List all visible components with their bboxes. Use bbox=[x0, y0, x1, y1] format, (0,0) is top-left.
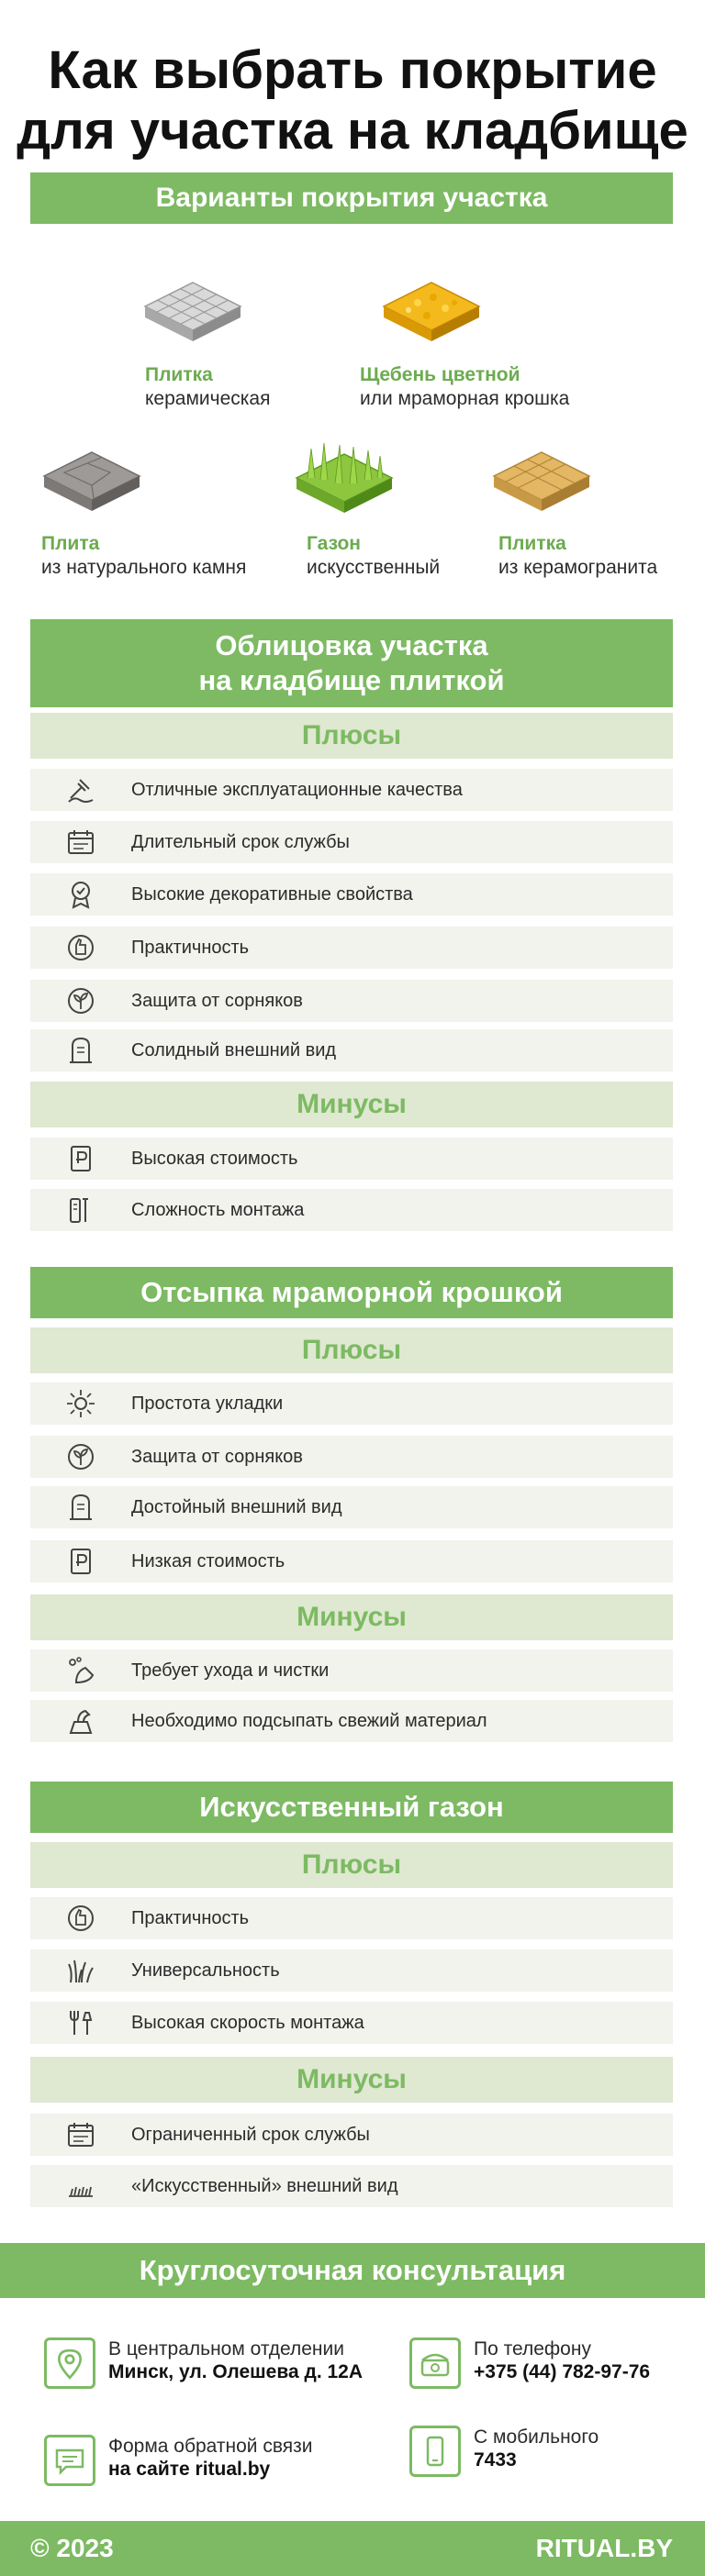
section-title-line1: Облицовка участка bbox=[215, 629, 488, 661]
list-item-text: Низкая стоимость bbox=[131, 1550, 285, 1571]
calendar-icon bbox=[30, 2119, 131, 2150]
contact-label: Форма обратной связи bbox=[108, 2436, 313, 2457]
award-badge-icon bbox=[30, 879, 131, 910]
list-item-text: Универсальность bbox=[131, 1960, 280, 1981]
sparkle-icon bbox=[30, 1388, 131, 1419]
list-item-text: «Искусственный» внешний вид bbox=[131, 2175, 398, 2196]
contact-office[interactable] bbox=[44, 2337, 363, 2389]
list-item bbox=[30, 927, 673, 969]
list-item-text: Требует ухода и чистки bbox=[131, 1660, 330, 1681]
contact-phone[interactable] bbox=[409, 2337, 650, 2389]
lawn-icon bbox=[30, 2171, 131, 2202]
list-item-text: Практичность bbox=[131, 1907, 250, 1928]
list-item bbox=[30, 1436, 673, 1478]
variant-desc: искусственный bbox=[307, 557, 441, 578]
natural-stone-image bbox=[37, 445, 147, 518]
list-item-text: Защита от сорняков bbox=[131, 990, 303, 1011]
variant-title: Плитка bbox=[498, 533, 566, 554]
section-title-line2: на кладбище плиткой bbox=[198, 664, 505, 696]
list-item-text: Солидный внешний вид bbox=[131, 1039, 337, 1060]
map-pin-icon bbox=[44, 2337, 95, 2389]
calendar-icon bbox=[30, 827, 131, 858]
porcelain-tile-image bbox=[487, 445, 597, 518]
list-item bbox=[30, 2114, 673, 2156]
contact-value: Минск, ул. Олешева д. 12А bbox=[108, 2361, 364, 2382]
page-title-line1: Как выбрать покрытие bbox=[48, 40, 657, 100]
pros-header: Плюсы bbox=[30, 1327, 673, 1373]
variant-desc: из керамогранита bbox=[498, 557, 658, 578]
cons-header: Минусы bbox=[30, 1594, 673, 1640]
pour-bag-icon bbox=[30, 1705, 131, 1737]
list-item bbox=[30, 1649, 673, 1692]
page-title bbox=[0, 40, 705, 161]
contact-label: По телефону bbox=[474, 2338, 591, 2359]
variant-title: Щебень цветной bbox=[360, 364, 520, 385]
list-item-text: Высокая стоимость bbox=[131, 1148, 298, 1169]
cons-header: Минусы bbox=[30, 1082, 673, 1127]
tombstone-icon bbox=[30, 1492, 131, 1523]
section-lawn-header: Искусственный газон bbox=[30, 1782, 673, 1833]
list-item-text: Ограниченный срок службы bbox=[131, 2124, 370, 2145]
grass-icon bbox=[30, 1955, 131, 1986]
variant-natural-stone bbox=[41, 532, 246, 580]
list-item bbox=[30, 2002, 673, 2044]
contact-feedback-form[interactable] bbox=[44, 2435, 313, 2486]
weed-protection-icon bbox=[30, 985, 131, 1016]
ceramic-tile-image bbox=[138, 275, 248, 349]
list-item-text: Защита от сорняков bbox=[131, 1446, 303, 1467]
variant-porcelain-tile bbox=[498, 532, 657, 580]
cleaning-icon bbox=[30, 1655, 131, 1686]
list-item bbox=[30, 1382, 673, 1425]
list-item bbox=[30, 2165, 673, 2207]
tools-icon bbox=[30, 1194, 131, 1226]
list-item-text: Длительный срок службы bbox=[131, 831, 350, 852]
list-item-text: Практичность bbox=[131, 937, 250, 958]
price-tag-icon bbox=[30, 1546, 131, 1577]
list-item-text: Сложность монтажа bbox=[131, 1199, 305, 1220]
list-item-text: Высокая скорость монтажа bbox=[131, 2012, 364, 2033]
list-item-text: Необходимо подсыпать свежий материал bbox=[131, 1710, 487, 1731]
pros-header: Плюсы bbox=[30, 713, 673, 759]
hand-thumb-icon bbox=[30, 1903, 131, 1934]
variant-desc: из натурального камня bbox=[41, 557, 247, 578]
shovel-icon bbox=[30, 774, 131, 805]
price-tag-icon bbox=[30, 1143, 131, 1174]
list-item-text: Высокие декоративные свойства bbox=[131, 883, 413, 905]
list-item bbox=[30, 1700, 673, 1742]
list-item-text: Простота укладки bbox=[131, 1393, 284, 1414]
variant-artificial-grass bbox=[307, 532, 440, 580]
variant-desc: керамическая bbox=[145, 388, 271, 409]
list-item bbox=[30, 1540, 673, 1582]
hand-thumb-icon bbox=[30, 932, 131, 963]
section-marble-header: Отсыпка мраморной крошкой bbox=[30, 1267, 673, 1318]
list-item bbox=[30, 1189, 673, 1231]
tombstone-icon bbox=[30, 1035, 131, 1066]
brand-link[interactable]: RITUAL.BY bbox=[535, 2534, 673, 2562]
variant-ceramic-tile bbox=[145, 363, 270, 411]
contact-label: С мобильного bbox=[474, 2426, 599, 2448]
artificial-grass-image bbox=[289, 436, 399, 518]
list-item bbox=[30, 821, 673, 863]
list-item-text: Достойный внешний вид bbox=[131, 1496, 342, 1517]
chat-icon bbox=[44, 2435, 95, 2486]
page-title-line2: для участка на кладбище bbox=[17, 101, 688, 161]
variant-gravel bbox=[360, 363, 569, 411]
copyright: © 2023 bbox=[30, 2534, 114, 2562]
list-item bbox=[30, 1486, 673, 1528]
list-item bbox=[30, 1897, 673, 1939]
list-item bbox=[30, 1949, 673, 1992]
list-item bbox=[30, 1138, 673, 1180]
variant-desc: или мраморная крошка bbox=[360, 388, 570, 409]
contact-mobile[interactable] bbox=[409, 2426, 599, 2477]
contact-value: на сайте ritual.by bbox=[108, 2459, 271, 2480]
pros-header: Плюсы bbox=[30, 1842, 673, 1888]
consultation-header: Круглосуточная консультация bbox=[0, 2243, 705, 2298]
variant-title: Плитка bbox=[145, 364, 213, 385]
list-item bbox=[30, 769, 673, 811]
footer bbox=[0, 2521, 705, 2576]
garden-tools-icon bbox=[30, 2007, 131, 2038]
list-item bbox=[30, 980, 673, 1022]
section-tile-header bbox=[30, 619, 673, 707]
list-item bbox=[30, 873, 673, 916]
cons-header: Минусы bbox=[30, 2057, 673, 2103]
list-item-text: Отличные эксплуатационные качества bbox=[131, 779, 463, 800]
weed-protection-icon bbox=[30, 1441, 131, 1472]
gravel-image bbox=[376, 275, 487, 349]
variant-title: Газон bbox=[307, 533, 361, 554]
variants-header: Варианты покрытия участка bbox=[30, 172, 673, 224]
mobile-icon bbox=[409, 2426, 461, 2477]
contact-label: В центральном отделении bbox=[108, 2338, 344, 2359]
phone-icon bbox=[409, 2337, 461, 2389]
contact-value: +375 (44) 782-97-76 bbox=[474, 2361, 651, 2382]
contact-value: 7433 bbox=[474, 2449, 517, 2471]
variant-title: Плита bbox=[41, 533, 100, 554]
list-item bbox=[30, 1029, 673, 1071]
